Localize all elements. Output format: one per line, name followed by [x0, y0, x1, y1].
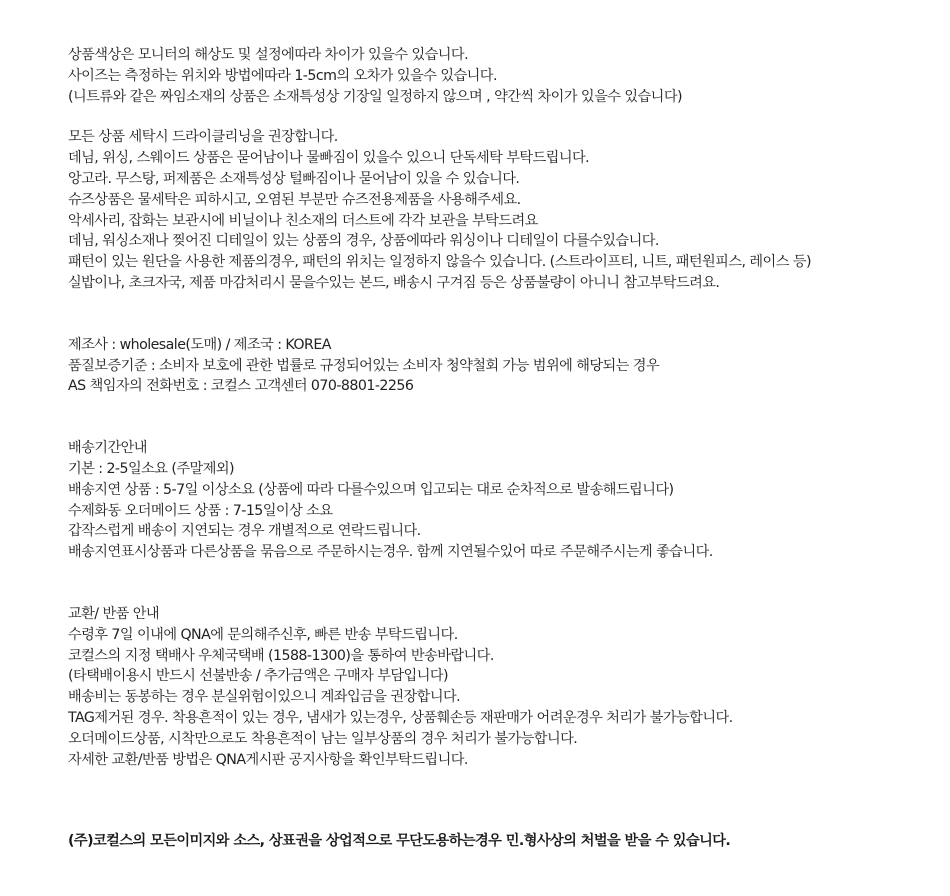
- exchange-return-info: [68, 604, 943, 770]
- spacer: [68, 294, 943, 335]
- section-heading: 배송기간안내: [68, 440, 147, 457]
- maker-info: [68, 335, 943, 397]
- info-line: (타택배이용시 반드시 선불반송 / 추가금액은 구매자 부담입니다): [68, 668, 448, 685]
- info-line: 갑작스럽게 배송이 지연되는 경우 개별적으로 연락드립니다.: [68, 523, 421, 540]
- info-line: 오더메이드상품, 시착만으로도 착용흔적이 남는 일부상품의 경우 처리가 불가능합니다.: [68, 730, 578, 747]
- legal-notice: (주)코컬스의 모든이미지와 소스, 상표권을 상업적으로 무단도용하는경우 민.형사상의 처벌을 받을 수 있습니다.: [68, 833, 731, 850]
- notice-line: 패턴이 있는 원단을 사용한 제품의경우, 패턴의 위치는 일정하지 않을수 있습니다. (스트라이프티, 니트, 패턴원피스, 레이스 등): [68, 254, 811, 271]
- info-line: 자세한 교환/반품 방법은 QNA게시판 공지사항을 확인부탁드립니다.: [68, 751, 468, 768]
- info-line: 배송지연 상품 : 5-7일 이상소요 (상품에 따라 다를수있으며 입고되는 대로 순차적으로 발송해드립니다): [68, 481, 674, 498]
- notice-line: 앙고라. 무스탕, 퍼제품은 소재특성상 털빠짐이나 묻어남이 있을 수 있습니다.: [68, 170, 520, 187]
- spacer: [68, 107, 943, 127]
- section-heading: 교환/ 반품 안내: [68, 605, 160, 622]
- notice-line: 데님, 워싱소재나 찢어진 디테일이 있는 상품의 경우, 상품에따라 워싱이나 디테일이 다를수있습니다.: [68, 233, 659, 250]
- info-line: AS 책임자의 전화번호 : 코컬스 고객센터 070-8801-2256: [68, 378, 414, 395]
- info-line: 제조사 : wholesale(도매) / 제조국 : KOREA: [68, 336, 331, 353]
- info-line: TAG제거된 경우. 착용흔적이 있는 경우, 냄새가 있는경우, 상품훼손등 재판매가 어려운경우 처리가 불가능합니다.: [68, 709, 733, 726]
- color-size-notes: [68, 45, 943, 107]
- notice-line: 모든 상품 세탁시 드라이클리닝을 권장합니다.: [68, 129, 338, 146]
- notice-line: 데님, 위싱, 스웨이드 상품은 묻어남이나 물빠짐이 있을수 있으니 단독세탁 부탁드립니다.: [68, 150, 590, 167]
- info-line: 배송비는 동봉하는 경우 분실위험이있으니 계좌입금을 권장합니다.: [68, 689, 461, 706]
- info-line: 수제화동 오더메이드 상품 : 7-15일이상 소요: [68, 502, 333, 519]
- info-line: 기본 : 2-5일소요 (주말제외): [68, 460, 234, 477]
- notice-line: (니트류와 같은 짜임소재의 상품은 소재특성상 기장일 일정하지 않으며 , 약간씩 차이가 있을수 있습니다): [68, 88, 682, 105]
- spacer: [68, 397, 943, 438]
- notice-line: 슈즈상품은 물세탁은 피하시고, 오염된 부분만 슈즈전용제품을 사용해주세요.: [68, 191, 521, 208]
- info-line: 코컬스의 지정 택배사 우체국택배 (1588-1300)을 통하여 반송바랍니다.: [68, 647, 494, 664]
- notice-line: 악세사리, 잡화는 보관시에 비닐이나 친소재의 더스트에 각각 보관을 부탁드려요: [68, 212, 538, 229]
- shipping-info: [68, 438, 943, 563]
- spacer: [68, 770, 943, 811]
- spacer: [68, 811, 943, 831]
- info-line: 배송지연표시상품과 다른상품을 묶음으로 주문하시는경우. 함께 지연될수있어 따로 주문해주시는게 좋습니다.: [68, 544, 713, 561]
- notice-line: 사이즈는 측정하는 위치와 방법에따라 1-5cm의 오차가 있을수 있습니다.: [68, 67, 497, 84]
- product-notice-document: [68, 45, 943, 852]
- care-notes: [68, 127, 943, 293]
- spacer: [68, 563, 943, 604]
- notice-line: 실밥이나, 초크자국, 제품 마감처리시 묻을수있는 본드, 배송시 구겨짐 등은 상품불량이 아니니 참고부탁드려요.: [68, 274, 720, 291]
- info-line: 품질보증기준 : 소비자 보호에 관한 법률로 규정되어있는 소비자 청약철회 가능 범위에 해당되는 경우: [68, 357, 660, 374]
- info-line: 수령후 7일 이내에 QNA에 문의해주신후, 빠른 반송 부탁드립니다.: [68, 626, 458, 643]
- notice-line: 상품색상은 모니터의 해상도 및 설정에따라 차이가 있을수 있습니다.: [68, 47, 469, 63]
